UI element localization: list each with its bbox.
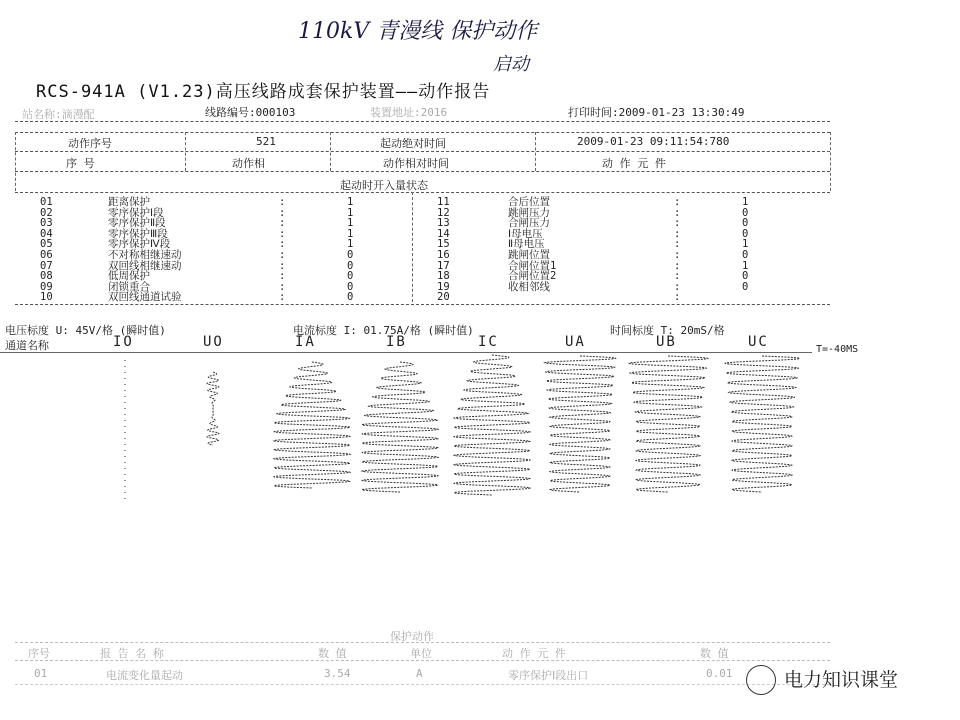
start-time-value: 2009-01-23 09:11:54:780: [577, 135, 730, 148]
bottom-row-cell: 电流变化量起动: [106, 669, 183, 682]
status-value: 0: [742, 270, 749, 283]
status-value: 1: [347, 217, 354, 230]
status-colon: :: [674, 280, 681, 293]
status-number: 19: [437, 280, 450, 293]
status-number: 09: [40, 280, 53, 293]
handwritten-start-note: 启动: [493, 54, 529, 75]
waveform-ia: [274, 362, 350, 488]
status-name: 低周保护: [108, 270, 150, 283]
status-number: 10: [40, 291, 53, 304]
status-value: 0: [742, 280, 749, 293]
col-relative-time: 动作相对时间: [383, 157, 449, 170]
bottom-col-header: 序号: [28, 647, 50, 660]
bottom-col-header: 单位: [410, 647, 432, 660]
channel-header: 通道名称: [5, 339, 49, 352]
status-value: 0: [742, 227, 749, 240]
status-name: Ⅰ母电压: [508, 227, 543, 240]
print-time: 打印时间:2009-01-23 13:30:49: [568, 106, 745, 119]
status-value: 1: [742, 196, 749, 208]
status-number: 03: [40, 217, 53, 230]
status-value: 0: [347, 249, 354, 261]
channel-label-ia: IA: [295, 334, 316, 350]
status-colon: :: [279, 259, 286, 272]
status-colon: :: [279, 196, 286, 208]
status-colon: :: [674, 259, 681, 272]
status-colon: :: [674, 217, 681, 230]
channel-label-ub: UB: [656, 334, 677, 350]
status-colon: :: [279, 280, 286, 293]
status-name: Ⅱ母电压: [508, 238, 545, 251]
waveform-ua: [545, 356, 616, 492]
status-value: 0: [347, 259, 354, 272]
time-marker: T=-40MS: [816, 344, 859, 355]
watermark-text: 电力知识课堂: [784, 669, 899, 691]
status-number: 04: [40, 227, 53, 240]
col-phase: 动作相: [232, 157, 265, 170]
channel-label-ic: IC: [478, 334, 499, 350]
status-number: 17: [437, 259, 450, 272]
bottom-col-header: 数 值: [700, 647, 729, 660]
bottom-col-header: 报 告 名 称: [100, 647, 164, 660]
bottom-table-header: 保护动作: [390, 630, 434, 643]
status-name: 双回线相继速动: [108, 259, 182, 272]
status-number: 08: [40, 270, 53, 283]
waveform-uc: [725, 356, 800, 492]
status-name: 跳闸位置: [508, 249, 550, 261]
col-seq: 序 号: [66, 157, 95, 170]
seq-value: 521: [256, 135, 276, 148]
status-colon: :: [279, 217, 286, 230]
status-value: 0: [742, 206, 749, 219]
status-number: 06: [40, 249, 53, 261]
channel-label-uc: UC: [748, 334, 769, 350]
bottom-row-cell: A: [416, 667, 423, 680]
status-colon: :: [279, 291, 286, 304]
status-value: 1: [742, 259, 749, 272]
status-name: 零序保护Ⅳ段: [108, 238, 171, 251]
status-value: 1: [347, 196, 354, 208]
bottom-row-cell: 01: [34, 667, 48, 680]
status-number: 05: [40, 238, 53, 251]
voltage-scale: 电压标度 U: 45V/格 (瞬时值): [5, 324, 166, 337]
waveform-ub: [629, 356, 708, 492]
seq-label: 动作序号: [68, 137, 112, 150]
status-name: 零序保护Ⅱ段: [108, 217, 166, 230]
bottom-col-header: 动 作 元 件: [502, 647, 566, 660]
status-colon: :: [279, 227, 286, 240]
start-time-label: 起动绝对时间: [380, 137, 446, 150]
time-scale: 时间标度 T: 20mS/格: [610, 324, 725, 337]
status-colon: :: [674, 249, 681, 261]
status-name: 合闸位置2: [508, 270, 557, 283]
status-number: 01: [40, 196, 53, 208]
status-name: 收相邻线: [508, 280, 550, 293]
bottom-row-cell: 3.54: [324, 667, 351, 680]
current-scale: 电流标度 I: 01.75A/格 (瞬时值): [293, 324, 474, 337]
channel-label-io: IO: [113, 334, 134, 350]
status-colon: :: [674, 196, 681, 208]
status-number: 12: [437, 206, 450, 219]
status-name: 跳闸压力: [508, 206, 550, 219]
status-colon: :: [674, 227, 681, 240]
col-element: 动 作 元 件: [602, 157, 666, 170]
status-colon: :: [674, 270, 681, 283]
channel-label-ua: UA: [565, 334, 586, 350]
status-name: 零序保护Ⅰ段: [108, 206, 164, 219]
waveform-ib: [362, 362, 438, 492]
status-colon: :: [279, 270, 286, 283]
status-value: 1: [742, 238, 749, 251]
handwritten-note: 110kV 青漫线 保护动作: [298, 19, 538, 44]
status-name: 双回线通道试验: [108, 291, 182, 304]
status-number: 20: [437, 291, 450, 304]
device-address: 装置地址:2016: [370, 106, 448, 119]
status-colon: :: [674, 238, 681, 251]
status-value: 0: [742, 249, 749, 261]
status-value: 0: [347, 270, 354, 283]
status-name: 距离保护: [108, 196, 150, 208]
status-value: 0: [347, 291, 354, 304]
status-name: 不对称相继速动: [108, 249, 182, 261]
status-number: 16: [437, 249, 450, 261]
status-colon: :: [279, 238, 286, 251]
status-number: 07: [40, 259, 53, 272]
status-name: 零序保护Ⅲ段: [108, 227, 168, 240]
waveform-uo: [207, 372, 219, 445]
substation-name: 站名称:滴漫配: [22, 108, 95, 121]
status-number: 13: [437, 217, 450, 230]
channel-label-uo: UO: [203, 334, 224, 350]
waveform-ic: [454, 355, 530, 495]
status-colon: :: [674, 291, 681, 304]
status-colon: :: [674, 206, 681, 219]
bottom-row-cell: 0.01: [706, 667, 733, 680]
status-number: 14: [437, 227, 450, 240]
status-value: 1: [347, 206, 354, 219]
status-number: 02: [40, 206, 53, 219]
status-number: 18: [437, 270, 450, 283]
status-colon: :: [279, 206, 286, 219]
status-name: 闭锁重合: [108, 280, 150, 293]
report-title: RCS-941A (V1.23)高压线路成套保护装置——动作报告: [36, 82, 491, 102]
status-name: 合后位置: [508, 196, 550, 208]
status-colon: :: [279, 249, 286, 261]
bottom-row-cell: 零序保护Ⅰ段出口: [508, 669, 589, 682]
status-value: 1: [347, 227, 354, 240]
channel-label-ib: IB: [386, 334, 407, 350]
status-value: 0: [347, 280, 354, 293]
status-number: 11: [437, 196, 450, 208]
status-value: 1: [347, 238, 354, 251]
status-header: 起动时开入量状态: [340, 179, 428, 192]
status-name: 合闸位置1: [508, 259, 557, 272]
status-number: 15: [437, 238, 450, 251]
status-name: 合闸压力: [508, 217, 550, 230]
wechat-icon: [746, 665, 776, 695]
bottom-col-header: 数 值: [318, 647, 347, 660]
status-value: 0: [742, 217, 749, 230]
line-number: 线路编号:000103: [205, 106, 296, 119]
